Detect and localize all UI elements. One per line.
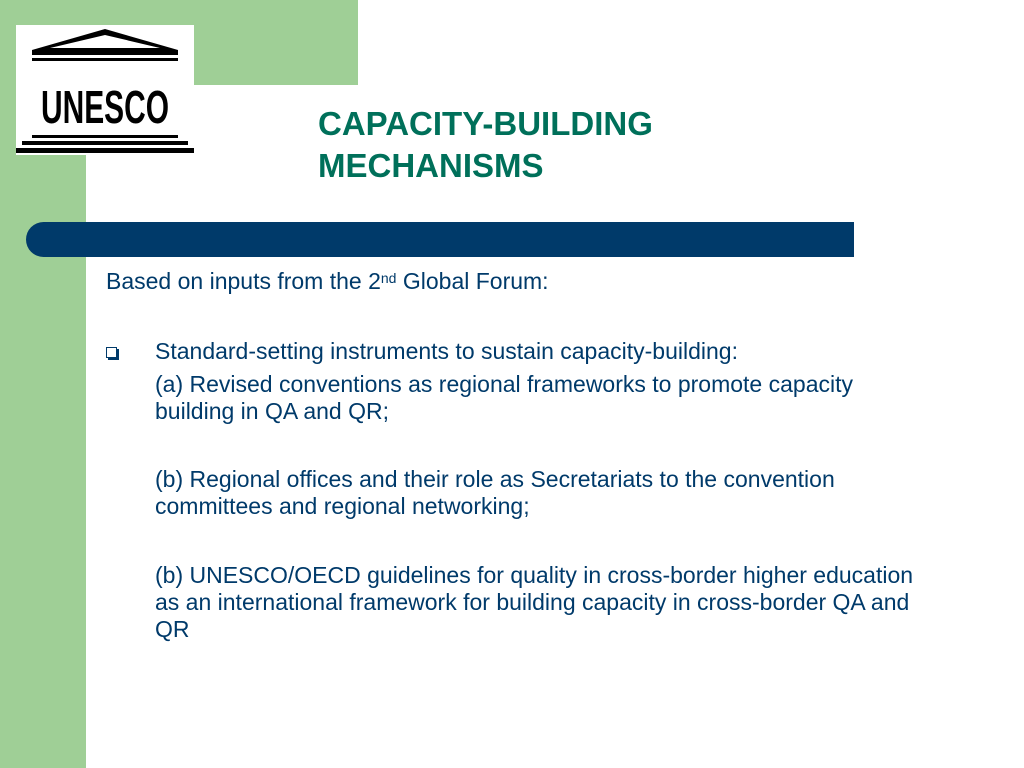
sub-item-b-2: (b) UNESCO/OECD guidelines for quality in cross-border higher education as an international framework for building capacity in cross-border QA and QR <box>155 562 914 642</box>
bullet-heading: Standard-setting instruments to sustain capacity-building: <box>155 338 738 364</box>
intro-text <box>106 268 549 295</box>
unesco-logo <box>16 25 194 155</box>
title-line-2: MECHANISMS <box>318 147 544 184</box>
intro-superscript: nd <box>380 270 397 286</box>
square-bullet-icon <box>106 347 117 358</box>
intro-before: Based on inputs from the 2 <box>106 268 381 294</box>
sub-item-b: (b) Regional offices and their role as Secretariats to the convention committees and regional networking; <box>155 466 835 519</box>
unesco-temple-icon <box>16 25 194 155</box>
intro-after: Global Forum: <box>396 268 549 294</box>
slide-title <box>318 103 978 187</box>
sub-item-a: (a) Revised conventions as regional frameworks to promote capacity building in QA and QR; <box>155 371 853 424</box>
logo-letters <box>41 81 169 133</box>
title-line-1: CAPACITY-BUILDING <box>318 105 653 142</box>
logo-text: UNESCO <box>41 81 169 133</box>
title-divider-bar <box>26 222 854 257</box>
